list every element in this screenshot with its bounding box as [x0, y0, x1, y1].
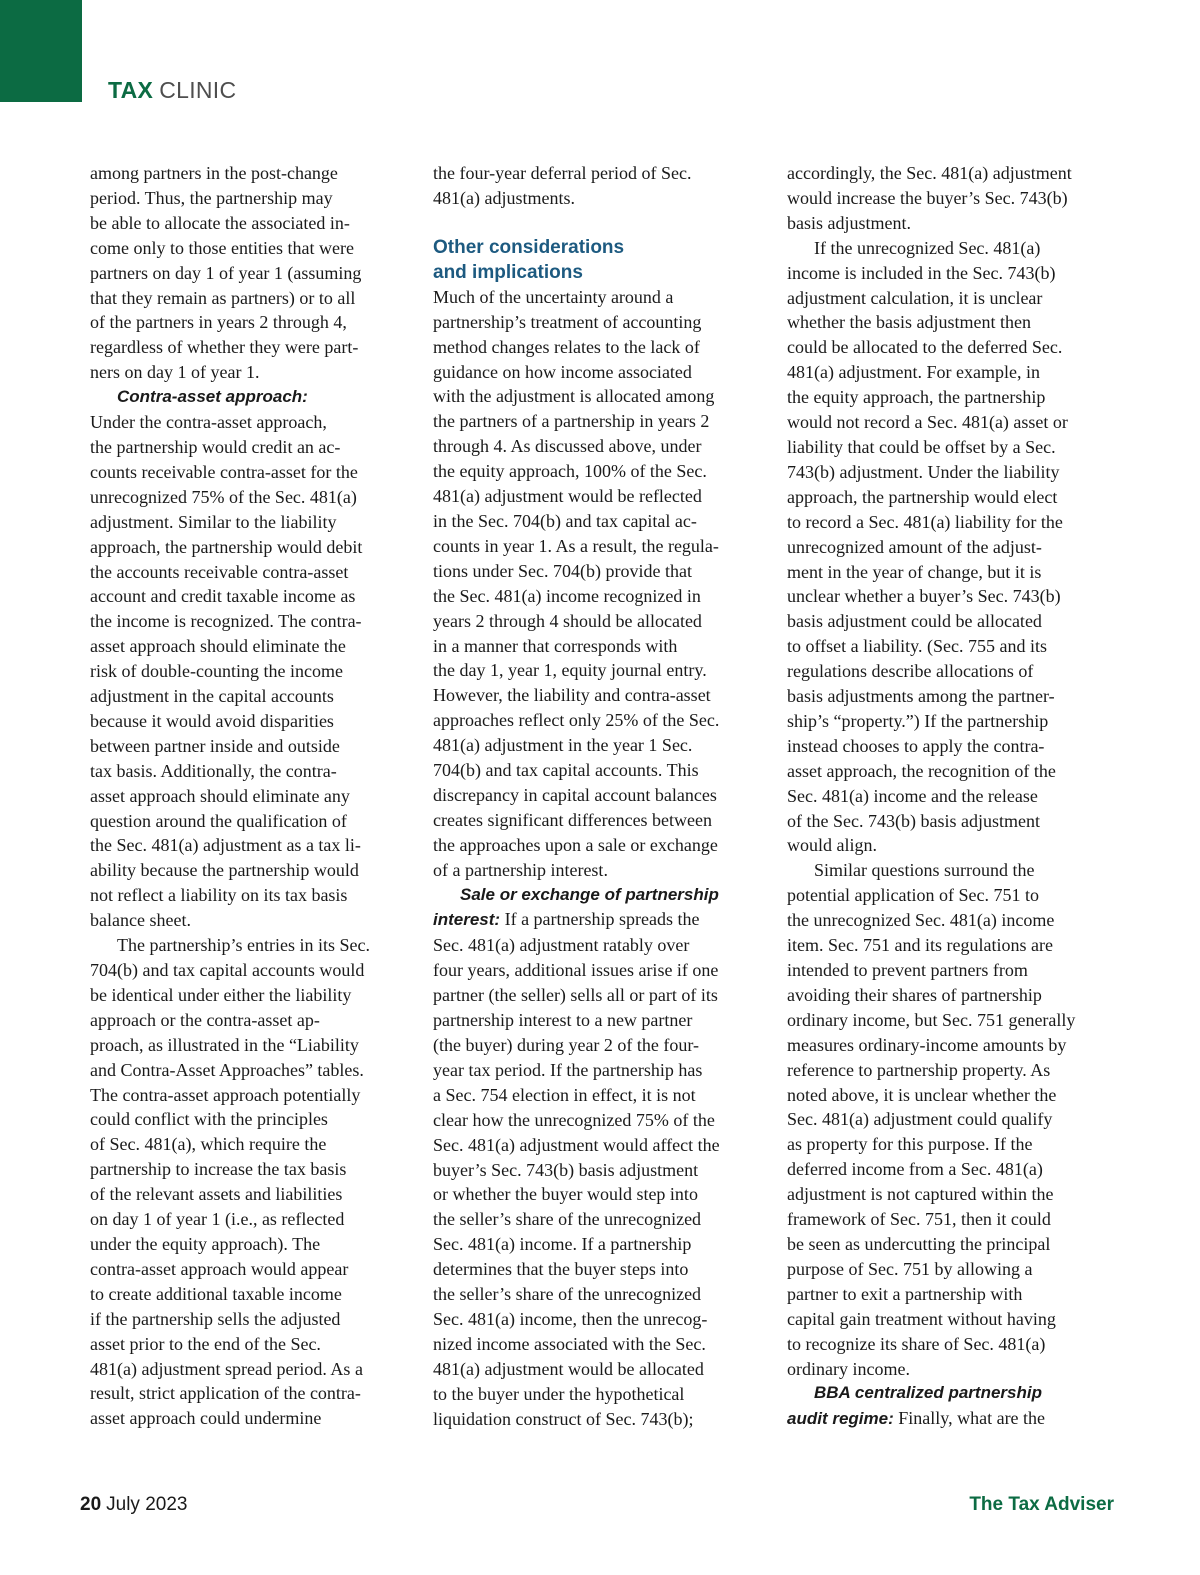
text-line: to recognize its share of Sec. 481(a)	[787, 1333, 1046, 1354]
text-line: asset approach should eliminate any	[90, 785, 350, 806]
text-line: the day 1, year 1, equity journal entry.	[433, 660, 707, 681]
text-line: 704(b) and tax capital accounts. This	[433, 760, 699, 781]
text-line: a Sec. 754 election in effect, it is not	[433, 1084, 696, 1105]
text-line: accordingly, the Sec. 481(a) adjustment	[787, 163, 1072, 183]
text-line: guidance on how income associated	[433, 361, 692, 382]
text-line: or whether the buyer would step into	[433, 1184, 698, 1205]
text-line: instead chooses to apply the contra-	[787, 735, 1045, 756]
text-line: partnership’s treatment of accounting	[433, 311, 702, 332]
text-line: basis adjustment.	[787, 212, 911, 233]
text-line: adjustment calculation, it is unclear	[787, 287, 1043, 308]
text-line: purpose of Sec. 751 by allowing a	[787, 1258, 1033, 1279]
text-line: reference to partnership property. As	[787, 1059, 1051, 1080]
text-line: and Contra-Asset Approaches” tables.	[90, 1059, 364, 1080]
text-line: Sec. 481(a) adjustment could qualify	[787, 1109, 1053, 1130]
text-line: in the Sec. 704(b) and tax capital ac-	[433, 510, 697, 531]
text-line: the seller’s share of the unrecognized	[433, 1209, 702, 1230]
text-line: the Sec. 481(a) adjustment as a tax li-	[90, 835, 361, 856]
text-line: adjustment is not captured within the	[787, 1184, 1054, 1205]
text-line: approach, the partnership would debit	[90, 536, 363, 557]
text-line: would increase the buyer’s Sec. 743(b)	[787, 187, 1068, 208]
text-line: in a manner that corresponds with	[433, 635, 678, 656]
text-line: intended to prevent partners from	[787, 960, 1028, 980]
text-line: and implications	[433, 261, 583, 283]
text-line: adjustment in the capital accounts	[90, 686, 334, 707]
text-line: be identical under either the liability	[90, 984, 352, 1005]
text-line: measures ordinary-income amounts by	[787, 1034, 1067, 1055]
text-line: question around the qualification of	[90, 810, 347, 831]
text-line: proach, as illustrated in the “Liability	[90, 1034, 359, 1055]
bba-first-text: Finally, what are the	[893, 1408, 1046, 1429]
text-line: ners on day 1 of year 1.	[90, 362, 260, 383]
col3-paragraph-2	[787, 236, 1117, 859]
text-line: asset approach should eliminate the	[90, 636, 346, 657]
footer-page-info	[80, 1494, 187, 1516]
text-line: avoiding their shares of partnership	[787, 984, 1042, 1005]
col2-paragraph-1	[433, 161, 765, 211]
text-line: counts receivable contra-asset for the	[90, 461, 358, 482]
text-line: as property for this purpose. If the	[787, 1134, 1033, 1155]
text-line: to the buyer under the hypothetical	[433, 1383, 685, 1404]
col1-paragraph-2	[90, 410, 408, 933]
text-line: unrecognized 75% of the Sec. 481(a)	[90, 486, 357, 507]
text-line: partner to exit a partnership with	[787, 1283, 1023, 1304]
text-line: years 2 through 4 should be allocated	[433, 610, 702, 631]
text-line: the seller’s share of the unrecognized	[433, 1284, 702, 1305]
text-line: ship’s “property.”) If the partnership	[787, 710, 1049, 731]
text-line: Sec. 481(a) adjustment ratably over	[433, 935, 690, 956]
text-line: to record a Sec. 481(a) liability for the	[787, 511, 1063, 532]
text-line: 704(b) and tax capital accounts would	[90, 960, 365, 980]
text-line: partnership interest to a new partner	[433, 1010, 693, 1031]
text-line: partner (the seller) sells all or part of its	[433, 985, 718, 1006]
text-line: the accounts receivable contra-asset	[90, 561, 349, 582]
text-line: 481(a) adjustment would be allocated	[433, 1358, 704, 1379]
text-line: could conflict with the principles	[90, 1109, 328, 1130]
text-line: liability that could be offset by a Sec.	[787, 436, 1056, 457]
text-line: nized income associated with the Sec.	[433, 1333, 706, 1354]
text-line: approaches reflect only 25% of the Sec.	[433, 710, 720, 731]
text-line: 481(a) adjustments.	[433, 187, 575, 208]
text-line: partners on day 1 of year 1 (assuming	[90, 262, 362, 283]
text-line: Similar questions surround the	[814, 860, 1035, 881]
text-line: potential application of Sec. 751 to	[787, 885, 1039, 906]
text-line: the income is recognized. The contra-	[90, 611, 362, 632]
text-line: contra-asset approach would appear	[90, 1258, 349, 1279]
section-tag-bold: TAX	[108, 77, 154, 103]
text-line: The partnership’s entries in its Sec.	[117, 935, 370, 956]
text-line: approach, the partnership would elect	[787, 486, 1058, 507]
text-line: If the unrecognized Sec. 481(a)	[814, 237, 1041, 258]
col3-paragraph-1	[787, 161, 1117, 236]
text-line: to offset a liability. (Sec. 755 and its	[787, 636, 1047, 657]
other-considerations-heading	[433, 235, 765, 285]
text-line: would not record a Sec. 481(a) asset or	[787, 412, 1068, 433]
text-line: if the partnership sells the adjusted	[90, 1308, 341, 1329]
text-line: framework of Sec. 751, then it could	[787, 1209, 1051, 1230]
text-line: result, strict application of the contra-	[90, 1383, 361, 1404]
text-line: of the Sec. 743(b) basis adjustment	[787, 810, 1040, 831]
text-line: discrepancy in capital account balances	[433, 784, 717, 805]
sale-exchange-heading-line1: Sale or exchange of partnership	[460, 884, 719, 904]
col1-contra-heading-para	[90, 385, 408, 410]
text-line: unclear whether a buyer’s Sec. 743(b)	[787, 586, 1061, 607]
text-line: unrecognized amount of the adjust-	[787, 536, 1042, 557]
col3-paragraph-3	[787, 858, 1117, 1381]
text-line: 481(a) adjustment in the year 1 Sec.	[433, 735, 693, 756]
text-line: buyer’s Sec. 743(b) basis adjustment	[433, 1159, 699, 1180]
text-line: of a partnership interest.	[433, 859, 608, 880]
text-line: item. Sec. 751 and its regulations are	[787, 935, 1053, 956]
text-line: Sec. 481(a) income, then the unrecog-	[433, 1308, 708, 1329]
text-line: of Sec. 481(a), which require the	[90, 1134, 327, 1155]
text-line: creates significant differences between	[433, 809, 713, 830]
text-line: between partner inside and outside	[90, 735, 340, 756]
text-line: partnership to increase the tax basis	[90, 1159, 347, 1180]
text-line: the Sec. 481(a) income recognized in	[433, 585, 701, 606]
text-line: Under the contra-asset approach,	[90, 412, 327, 433]
col2-paragraph-3	[433, 933, 765, 1431]
text-line: whether the basis adjustment then	[787, 312, 1031, 333]
text-line: deferred income from a Sec. 481(a)	[787, 1159, 1043, 1180]
text-line: asset approach, the recognition of the	[787, 760, 1056, 781]
text-line: would align.	[787, 835, 877, 856]
text-line: the unrecognized Sec. 481(a) income	[787, 910, 1055, 931]
text-line: Sec. 481(a) income and the release	[787, 785, 1038, 806]
text-line: basis adjustment could be allocated	[787, 611, 1042, 632]
text-line: that they remain as partners) or to all	[90, 287, 356, 308]
text-line: income is included in the Sec. 743(b)	[787, 262, 1056, 283]
text-line: approach or the contra-asset ap-	[90, 1009, 320, 1030]
text-line: balance sheet.	[90, 910, 191, 931]
sale-exchange-first-text: If a partnership spreads the	[500, 909, 700, 930]
text-line: through 4. As discussed above, under	[433, 436, 702, 457]
text-line: asset approach could undermine	[90, 1408, 322, 1429]
text-line: the approaches upon a sale or exchange	[433, 834, 718, 855]
text-line: not reflect a liability on its tax basis	[90, 885, 348, 906]
bba-heading-line1: BBA centralized partnership	[814, 1383, 1042, 1403]
text-line: clear how the unrecognized 75% of the	[433, 1109, 715, 1130]
text-line: liquidation construct of Sec. 743(b);	[433, 1408, 694, 1429]
text-line: Sec. 481(a) adjustment would affect the	[433, 1134, 720, 1155]
text-line: among partners in the post-change	[90, 163, 338, 183]
text-line: account and credit taxable income as	[90, 586, 356, 607]
text-line: The contra-asset approach potentially	[90, 1084, 361, 1105]
text-line: tax basis. Additionally, the contra-	[90, 760, 337, 781]
issue-date: July 2023	[106, 1494, 188, 1515]
text-line: to create additional taxable income	[90, 1283, 342, 1304]
text-line: regardless of whether they were part-	[90, 337, 359, 358]
col1-paragraph-1	[90, 161, 408, 385]
text-line: 743(b) adjustment. Under the liability	[787, 461, 1060, 482]
publication-name: The Tax Adviser	[969, 1494, 1114, 1515]
text-line: regulations describe allocations of	[787, 661, 1034, 682]
text-line: noted above, it is unclear whether the	[787, 1084, 1057, 1105]
section-tag	[108, 76, 236, 104]
text-line: Other considerations	[433, 236, 625, 258]
text-line: the equity approach, 100% of the Sec.	[433, 461, 707, 482]
column-3	[787, 161, 1117, 1432]
text-line: the partnership would credit an ac-	[90, 436, 341, 457]
text-line: (the buyer) during year 2 of the four-	[433, 1035, 700, 1055]
text-line: of the relevant assets and liabilities	[90, 1184, 343, 1205]
text-line: because it would avoid disparities	[90, 710, 334, 731]
section-tag-light: CLINIC	[159, 77, 237, 103]
col1-paragraph-3	[90, 933, 408, 1431]
column-2	[433, 161, 765, 1432]
text-line: ordinary income, but Sec. 751 generally	[787, 1009, 1076, 1030]
text-line: 481(a) adjustment. For example, in	[787, 362, 1040, 383]
text-line: year tax period. If the partnership has	[433, 1059, 703, 1080]
col3-bba-paragraph	[787, 1381, 1117, 1432]
text-line: under the equity approach). The	[90, 1233, 321, 1254]
text-line: period. Thus, the partnership may	[90, 187, 333, 208]
text-line: be seen as undercutting the principal	[787, 1233, 1051, 1254]
text-line: 481(a) adjustment spread period. As a	[90, 1358, 363, 1379]
text-line: counts in year 1. As a result, the regula-	[433, 535, 719, 556]
text-line: ment in the year of change, but it is	[787, 561, 1042, 582]
text-line: the equity approach, the partnership	[787, 387, 1046, 408]
bba-heading-line2: audit regime:	[787, 1409, 894, 1429]
col2-sale-paragraph	[433, 883, 765, 934]
text-line: with the adjustment is allocated among	[433, 386, 715, 407]
column-1	[90, 161, 408, 1431]
text-line: tions under Sec. 704(b) provide that	[433, 560, 692, 581]
text-line: asset prior to the end of the Sec.	[90, 1333, 321, 1354]
header-accent-block	[0, 0, 82, 102]
text-line: Much of the uncertainty around a	[433, 286, 674, 307]
text-line: ability because the partnership would	[90, 860, 359, 881]
text-line: 481(a) adjustment would be reflected	[433, 486, 702, 507]
sale-exchange-heading-line2: interest:	[433, 910, 501, 930]
text-line: determines that the buyer steps into	[433, 1259, 689, 1280]
contra-asset-heading: Contra-asset approach:	[117, 387, 308, 407]
text-line: the partners of a partnership in years 2	[433, 411, 710, 432]
text-line: of the partners in years 2 through 4,	[90, 312, 347, 333]
text-line: risk of double-counting the income	[90, 661, 343, 682]
text-line: the four-year deferral period of Sec.	[433, 163, 692, 183]
text-line: method changes relates to the lack of	[433, 336, 700, 357]
text-line: basis adjustments among the partner-	[787, 686, 1055, 707]
text-line: However, the liability and contra-asset	[433, 685, 711, 706]
text-line: could be allocated to the deferred Sec.	[787, 337, 1063, 358]
text-line: capital gain treatment without having	[787, 1308, 1056, 1329]
col2-paragraph-2	[433, 285, 765, 883]
page-number: 20	[80, 1494, 102, 1515]
text-line: on day 1 of year 1 (i.e., as reflected	[90, 1209, 345, 1230]
text-line: Sec. 481(a) income. If a partnership	[433, 1234, 692, 1255]
text-line: be able to allocate the associated in-	[90, 212, 350, 233]
text-line: come only to those entities that were	[90, 237, 354, 258]
text-line: four years, additional issues arise if one	[433, 960, 719, 981]
text-line: ordinary income.	[787, 1358, 910, 1379]
text-line: adjustment. Similar to the liability	[90, 511, 337, 532]
